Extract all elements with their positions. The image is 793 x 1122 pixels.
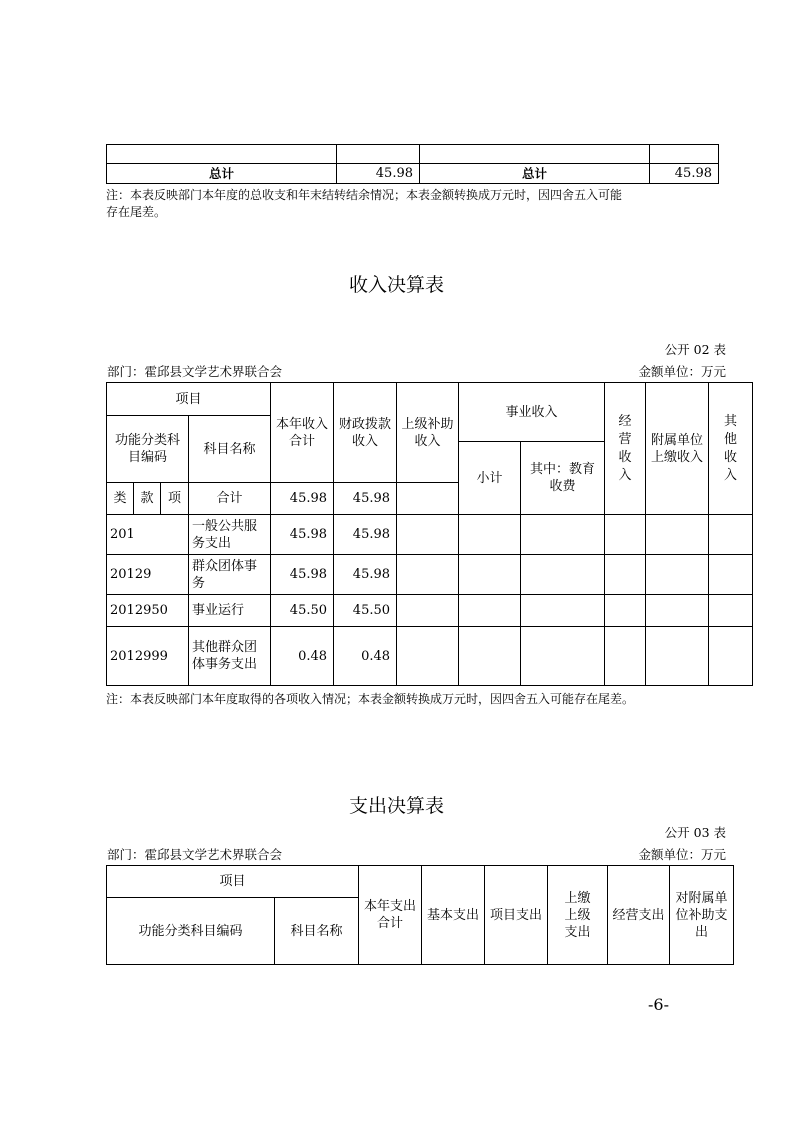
income-header-operating: 经营收入 (605, 383, 646, 515)
expense-header-basic: 基本支出 (422, 866, 485, 965)
income-row-name: 一般公共服务支出 (189, 515, 271, 555)
expense-header-remit: 上缴上级支出 (548, 866, 608, 965)
summary-note-line2: 存在尾差。 (106, 205, 167, 219)
income-row-total-fiscal: 45.98 (334, 483, 397, 515)
income-note: 注：本表反映部门本年度取得的各项收入情况；本表金额转换成万元时，因四舍五入可能存在尾差。 (106, 692, 635, 706)
income-header-affiliated: 附属单位上缴收入 (646, 383, 709, 515)
income-row-code: 2012999 (107, 627, 189, 686)
expense-header-project: 项目 (107, 866, 359, 898)
summary-left-label: 总计 (107, 164, 337, 184)
income-row-total-name: 合计 (189, 483, 271, 515)
income-row-name: 群众团体事务 (189, 555, 271, 595)
income-row-code: 20129 (107, 555, 189, 595)
expense-header-operating: 经营支出 (608, 866, 670, 965)
expense-header-total: 本年支出合计 (359, 866, 422, 965)
expense-title: 支出决算表 (348, 795, 444, 817)
table-row (107, 555, 753, 595)
expense-header-project-expense: 项目支出 (485, 866, 548, 965)
income-row-code: 201 (107, 515, 189, 555)
summary-total-row (107, 164, 719, 184)
expense-table (106, 865, 734, 965)
income-unit: 金额单位：万元 (638, 364, 726, 379)
income-title: 收入决算表 (348, 274, 444, 296)
income-header-project: 项目 (107, 383, 271, 416)
summary-empty-row (107, 145, 719, 164)
income-row-name: 其他群众团体事务支出 (189, 627, 271, 686)
income-row-fiscal: 45.98 (334, 555, 397, 595)
summary-right-label: 总计 (420, 164, 650, 184)
income-header-subtotal: 小计 (459, 442, 521, 515)
summary-note-line1: 注：本表反映部门本年度的总收支和年末结转结余情况；本表金额转换成万元时，因四舍五入可能 (106, 188, 623, 202)
income-header-education: 其中：教育收费 (521, 442, 605, 515)
income-row-total: 45.50 (271, 595, 334, 627)
summary-right-value: 45.98 (650, 164, 719, 184)
income-header-fiscal: 财政拨款收入 (334, 383, 397, 483)
income-row-fiscal: 45.50 (334, 595, 397, 627)
expense-header-subject-name: 科目名称 (275, 898, 359, 965)
income-header-func-code: 功能分类科目编码 (107, 416, 189, 483)
income-row-total: 45.98 (271, 555, 334, 595)
income-table (106, 382, 753, 686)
income-header-total: 本年收入合计 (271, 383, 334, 483)
summary-left-value: 45.98 (337, 164, 420, 184)
expense-unit: 金额单位：万元 (638, 847, 726, 862)
income-header-xiang: 项 (161, 483, 189, 515)
expense-header-subsidy: 对附属单位补助支出 (670, 866, 734, 965)
income-row-total-total: 45.98 (271, 483, 334, 515)
table-row (107, 595, 753, 627)
summary-table (106, 144, 719, 184)
income-department: 部门：霍邱县文学艺术界联合会 (107, 364, 283, 379)
income-table-code: 公开 02 表 (664, 342, 726, 357)
page-number: -6- (648, 995, 669, 1014)
income-header-subject-name: 科目名称 (189, 416, 271, 483)
expense-department: 部门：霍邱县文学艺术界联合会 (107, 847, 283, 862)
income-header-superior: 上级补助收入 (397, 383, 459, 483)
income-header-kuan: 款 (134, 483, 161, 515)
expense-table-code: 公开 03 表 (664, 825, 726, 840)
income-row-code: 2012950 (107, 595, 189, 627)
expense-header-func-code: 功能分类科目编码 (107, 898, 275, 965)
income-row-fiscal: 45.98 (334, 515, 397, 555)
income-row-total: 0.48 (271, 627, 334, 686)
table-row (107, 627, 753, 686)
income-header-lei: 类 (107, 483, 134, 515)
income-header-other: 其他收入 (709, 383, 753, 515)
income-header-business: 事业收入 (459, 383, 605, 442)
income-row-total: 45.98 (271, 515, 334, 555)
table-row (107, 515, 753, 555)
income-row-name: 事业运行 (189, 595, 271, 627)
income-row-fiscal: 0.48 (334, 627, 397, 686)
